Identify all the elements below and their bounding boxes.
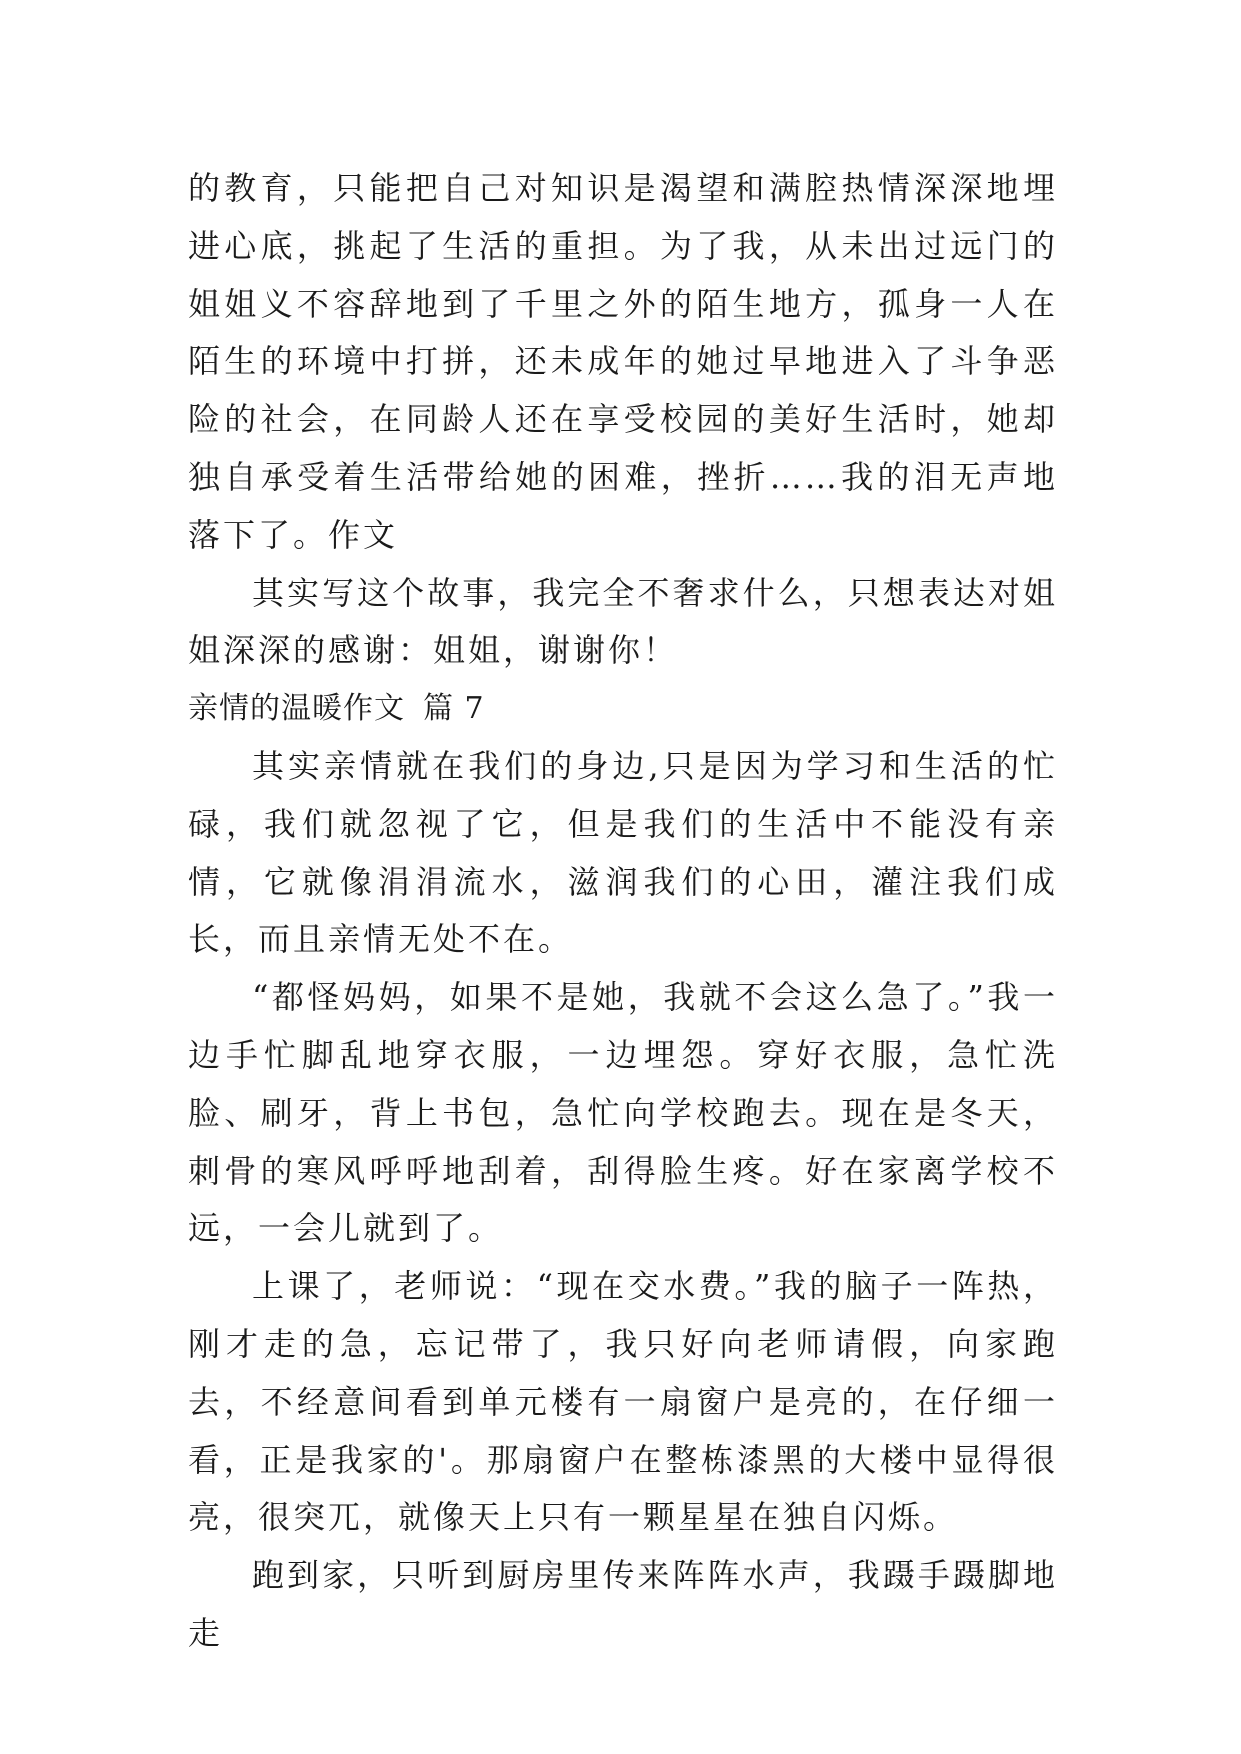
paragraph-blame-mother: “都怪妈妈，如果不是她，我就不会这么急了。”我一边手忙脚乱地穿衣服，一边埋怨。穿好衣服，急忙洗脸、刷牙，背上书包，急忙向学校跑去。现在是冬天，刺骨的寒风呼呼地刮着，刮得脸生疼。好在家离学校不远，一会儿就到了。 — [188, 978, 1058, 1248]
paragraph-run-home: 跑到家，只听到厨房里传来阵阵水声，我蹑手蹑脚地走 — [188, 1556, 1058, 1652]
section-heading — [188, 680, 1058, 738]
paragraph-water-fee: 上课了，老师说：“现在交水费。”我的脑子一阵热，刚才走的急，忘记带了，我只好向老师请假，向家跑去，不经意间看到单元楼有一扇窗户是亮的，在仔细一看，正是我家的'。那扇窗户在整栋漆黑的大楼中显得很亮，很突兀，就像天上只有一颗星星在独自闪烁。 — [188, 1267, 1058, 1537]
section-number: 篇 7 — [423, 691, 485, 727]
paragraph-sister-sacrifice: 的教育，只能把自己对知识是渴望和满腔热情深深地埋进心底，挑起了生活的重担。为了我，从未出过远门的姐姐义不容辞地到了千里之外的陌生地方，孤身一人在陌生的环境中打拼，还未成年的她过早地进入了斗争恶险的社会，在同龄人还在享受校园的美好生活时，她却独自承受着生活带给她的困难，挫折……我的泪无声地落下了。作文 — [188, 169, 1058, 554]
document-body — [188, 160, 1058, 1663]
paragraph-family-love-everywhere: 其实亲情就在我们的身边,只是因为学习和生活的忙碌，我们就忽视了它，但是我们的生活中不能没有亲情，它就像涓涓流水，滋润我们的心田，灌注我们成长，而且亲情无处不在。 — [188, 746, 1058, 959]
paragraph-thanks-sister: 其实写这个故事，我完全不奢求什么，只想表达对姐姐深深的感谢：姐姐，谢谢你！ — [188, 573, 1058, 670]
section-title: 亲情的温暖作文 — [188, 691, 405, 727]
